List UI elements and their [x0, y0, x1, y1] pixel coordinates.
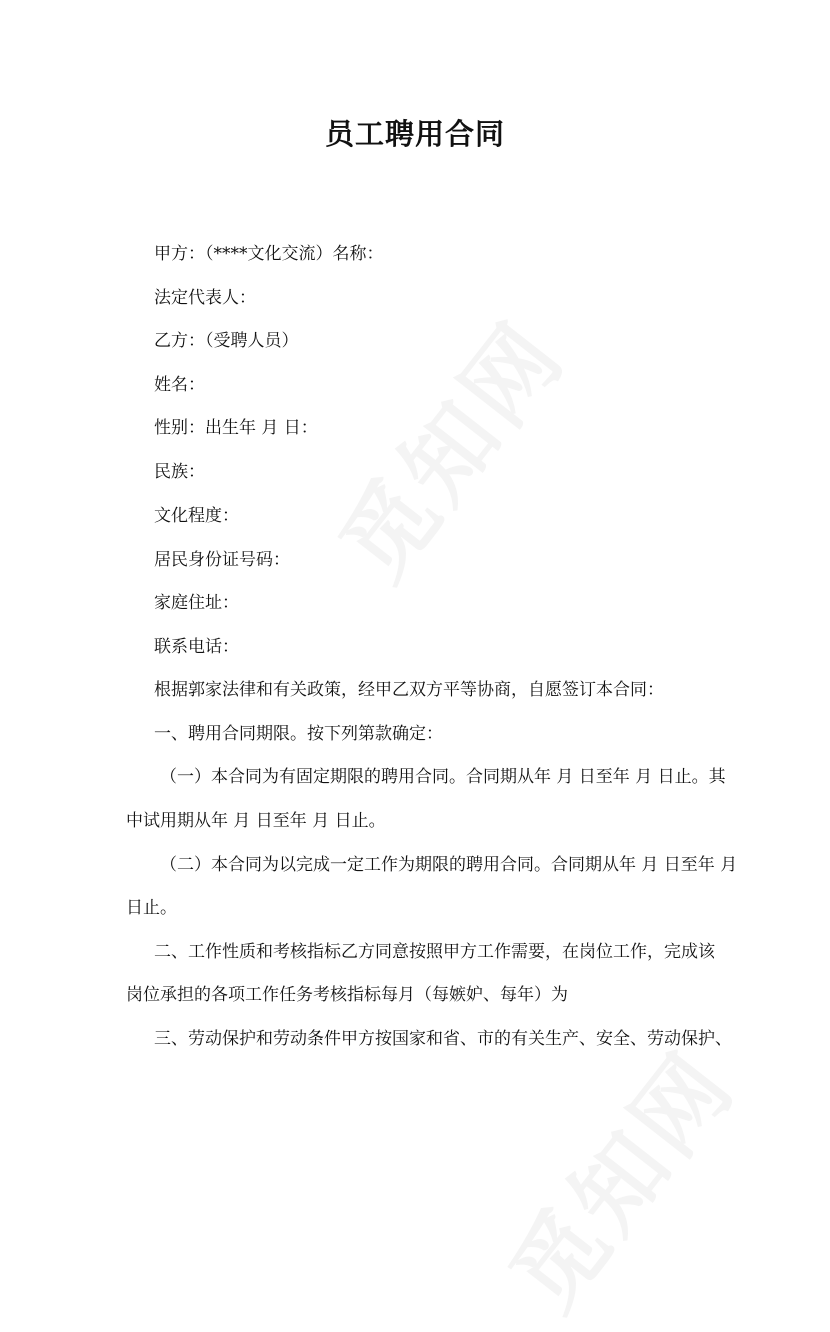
education-line: 文化程度： [154, 506, 239, 526]
section-2-line-1: 二、工作性质和考核指标乙方同意按照甲方工作需要，在岗位工作，完成该 [154, 942, 715, 962]
clause-1-1-line-2: 中试用期从年 月 日至年 月 日止。 [126, 811, 386, 831]
party-a-line: 甲方：（****文化交流）名称： [154, 244, 384, 264]
clause-1-1-line-1: （一）本合同为有固定期限的聘用合同。合同期从年 月 日至年 月 日止。其 [160, 767, 726, 787]
preamble-paragraph: 根据郭家法律和有关政策，经甲乙双方平等协商，自愿签订本合同： [154, 680, 664, 700]
clause-1-2-line-1: （二）本合同为以完成一定工作为期限的聘用合同。合同期从年 月 日至年 月 [160, 855, 738, 875]
legal-rep-line: 法定代表人： [154, 288, 256, 308]
section-3-line-1: 三、劳动保护和劳动条件甲方按国家和省、市的有关生产、安全、劳动保护、 [154, 1029, 732, 1049]
clause-1-2-line-2: 日止。 [126, 898, 177, 918]
id-number-line: 居民身份证号码： [154, 550, 290, 570]
ethnicity-line: 民族： [154, 462, 205, 482]
phone-line: 联系电话： [154, 637, 239, 657]
party-b-line: 乙方：（受聘人员） [154, 331, 299, 351]
name-line: 姓名： [154, 375, 205, 395]
watermark [304, 290, 589, 603]
gender-birth-line: 性别：出生年 月 日： [154, 418, 318, 438]
watermark [474, 1020, 759, 1332]
section-1-heading: 一、聘用合同期限。按下列第款确定： [154, 724, 443, 744]
document-title: 员工聘用合同 [324, 117, 505, 151]
address-line: 家庭住址： [154, 593, 239, 613]
section-2-line-2: 岗位承担的各项工作任务考核指标每月（每嫉妒、每年）为 [126, 985, 568, 1005]
